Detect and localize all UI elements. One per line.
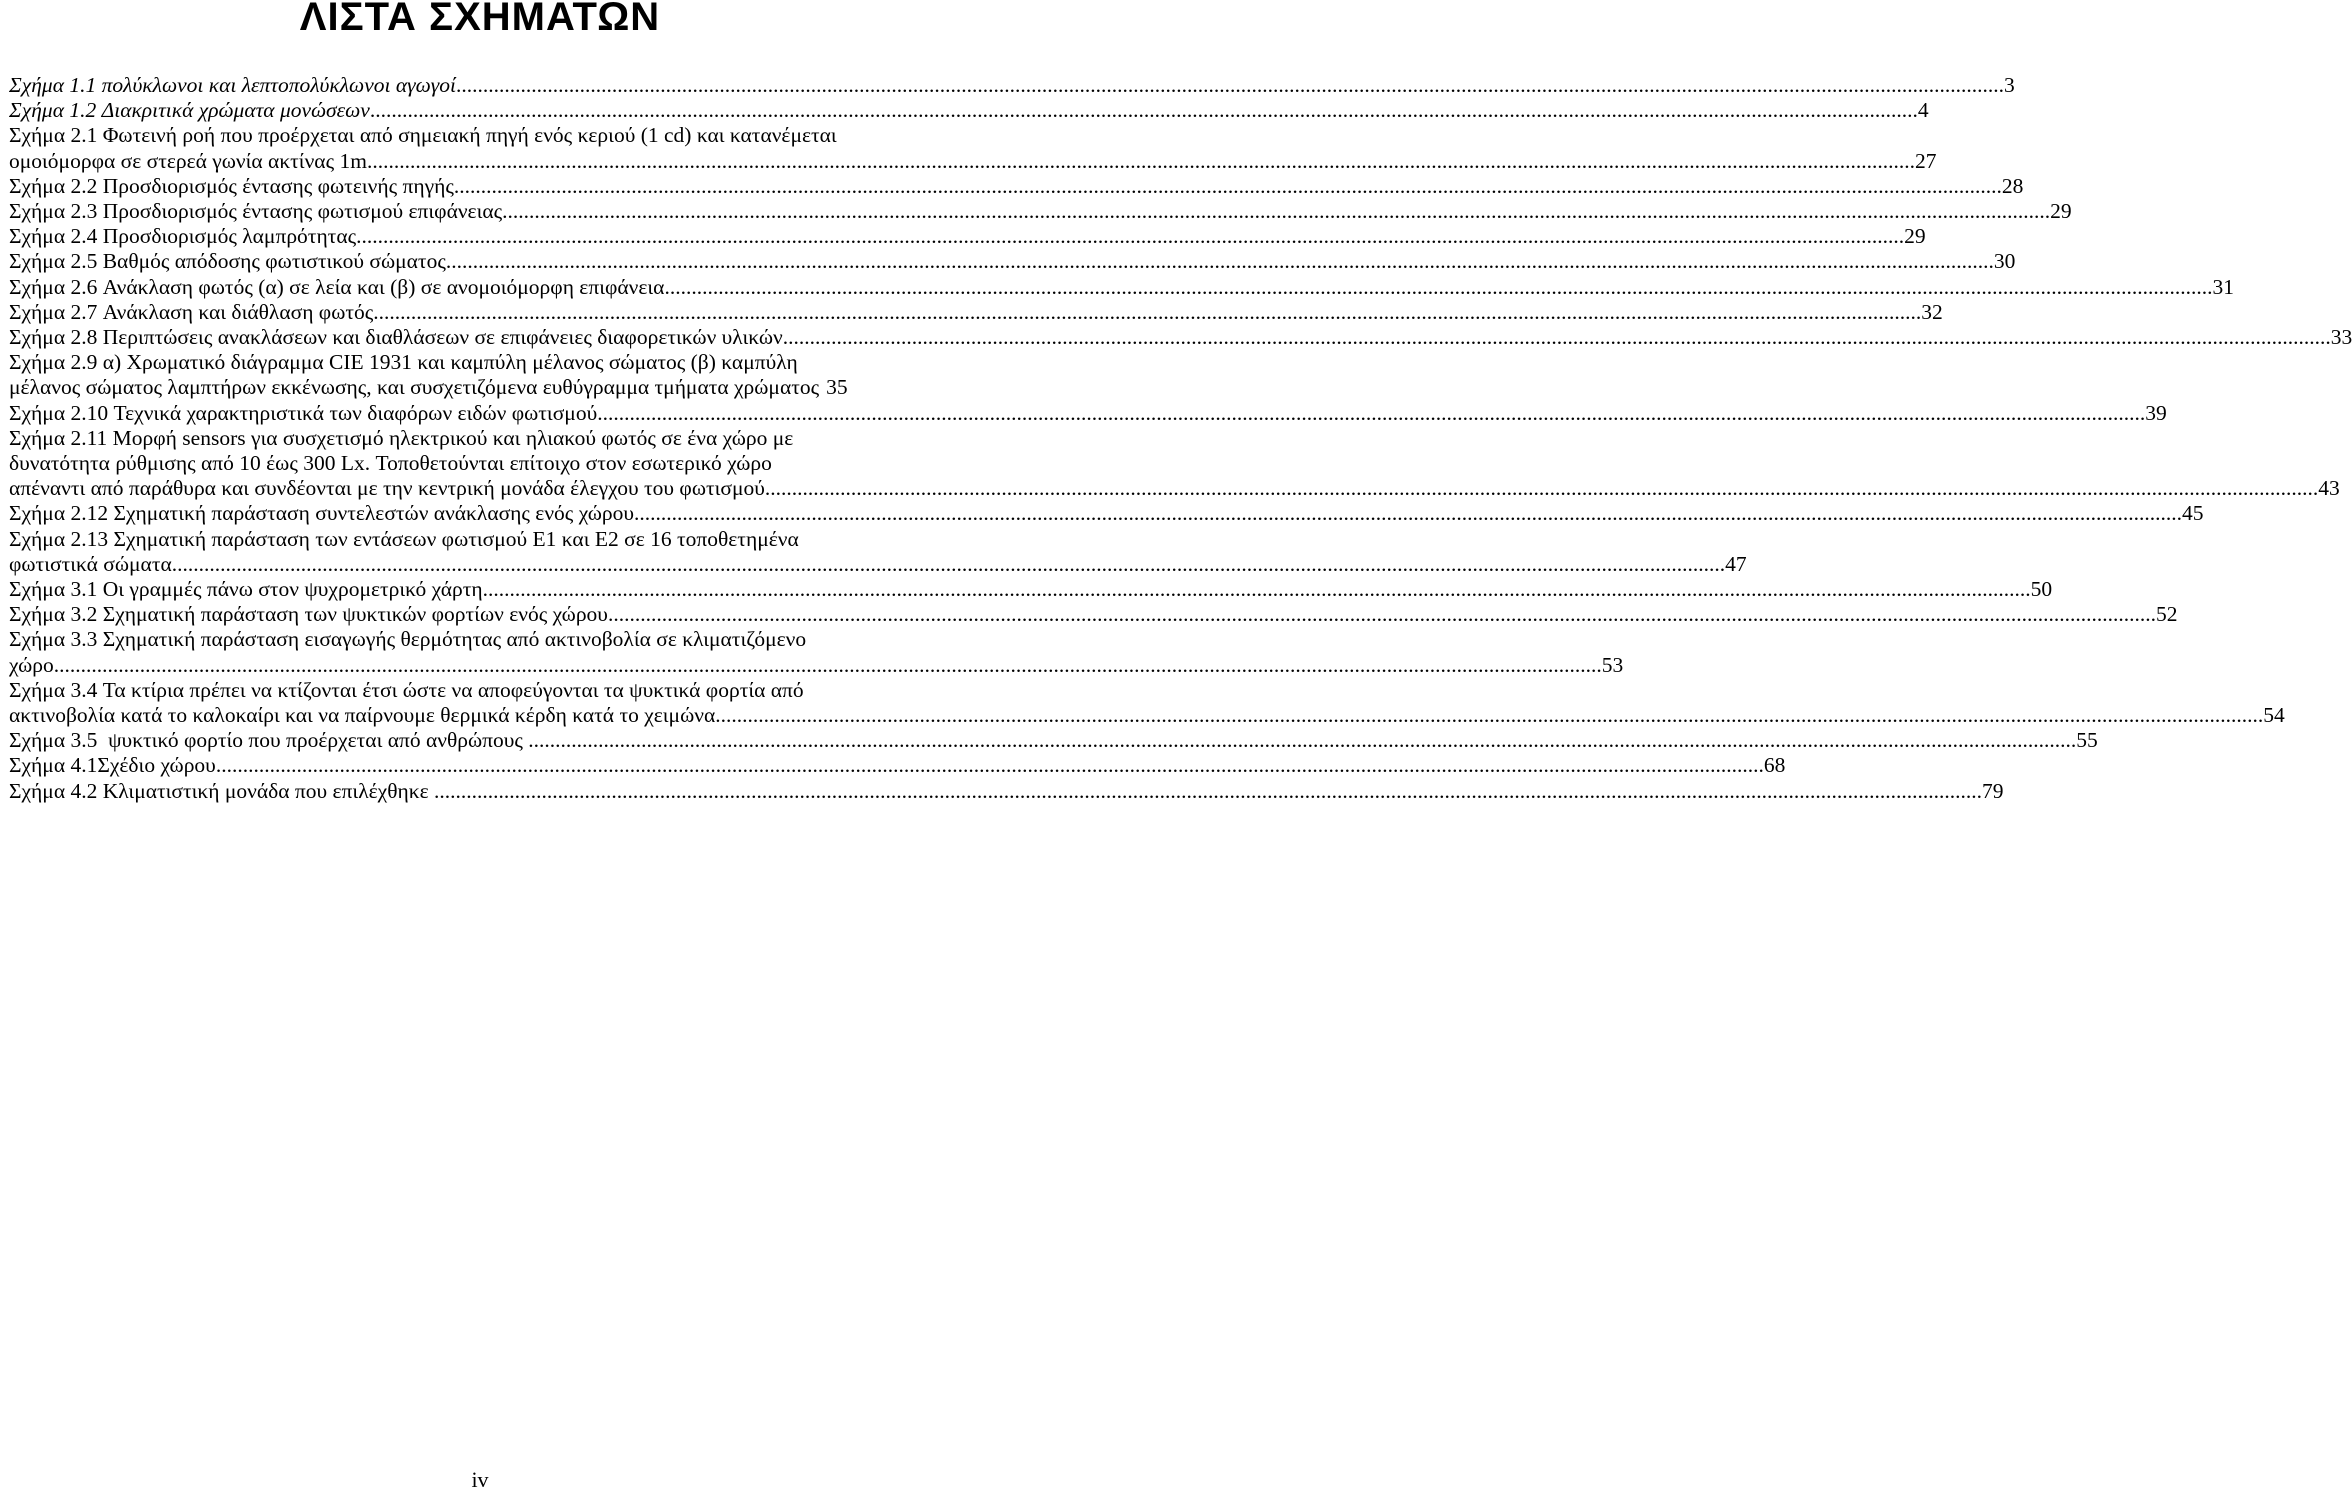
entry-label: Σχήμα 3.4 bbox=[9, 677, 103, 702]
leader-dots bbox=[434, 779, 1982, 804]
entry-label: Σχήμα 3.1 bbox=[9, 577, 103, 602]
entry-title: Τα κτίρια πρέπει να κτίζονται έτσι ώστε να αποφεύγονται τα ψυκτικά φορτία από bbox=[102, 677, 804, 702]
leader-dots bbox=[356, 224, 1904, 249]
leader-dots bbox=[373, 300, 1921, 325]
entry-title: ψυκτικό φορτίο που προέρχεται από ανθρώπους bbox=[102, 728, 529, 753]
leader-dots bbox=[446, 249, 1994, 274]
toc-entry[interactable] bbox=[9, 173, 2024, 199]
toc-entry[interactable] bbox=[9, 501, 2204, 526]
entry-page: 39 bbox=[2145, 400, 2167, 425]
toc-entry[interactable] bbox=[9, 627, 1624, 677]
figure-list bbox=[9, 73, 2352, 804]
entry-title: Ανάκλαση φωτός (α) σε λεία και (β) σε ανομοιόμορφη επιφάνεια bbox=[102, 274, 665, 299]
toc-entry[interactable] bbox=[9, 325, 2352, 350]
entry-page: 4 bbox=[1917, 98, 1929, 123]
leader-dots bbox=[177, 552, 1725, 577]
entry-label: Σχήμα 2.7 bbox=[9, 299, 103, 324]
leader-dots bbox=[456, 73, 2004, 98]
entry-title: Προσδιορισμός λαμπρότητας bbox=[102, 224, 357, 249]
entry-page: 29 bbox=[1904, 224, 1926, 249]
toc-entry[interactable] bbox=[9, 299, 1943, 325]
entry-page: 27 bbox=[1914, 148, 1937, 173]
entry-label: Σχήμα 3.2 bbox=[9, 602, 103, 627]
entry-label: Σχήμα 2.10 bbox=[9, 400, 114, 425]
entry-label: Σχήμα 2.9 bbox=[9, 350, 103, 375]
entry-title: Περιπτώσεις ανακλάσεων και διαθλάσεων σε επιφάνειες διαφορετικών υλικών bbox=[102, 325, 783, 350]
leader-dots bbox=[664, 275, 2212, 300]
leader-dots bbox=[528, 728, 2076, 753]
entry-page: 35 bbox=[826, 375, 848, 400]
entry-title: Ανάκλαση και διάθλαση φωτός bbox=[102, 299, 374, 324]
entry-title: Κλιματιστική μονάδα που επιλέχθηκε bbox=[102, 778, 434, 803]
entry-page: 30 bbox=[1993, 249, 2016, 274]
entry-page: 79 bbox=[1981, 778, 2004, 803]
entry-page: 45 bbox=[2182, 501, 2204, 526]
toc-entry[interactable] bbox=[9, 73, 2015, 98]
leader-dots bbox=[454, 174, 2002, 199]
toc-entry[interactable] bbox=[9, 123, 1937, 173]
entry-label: Σχήμα 2.5 bbox=[9, 249, 103, 274]
toc-entry[interactable] bbox=[9, 249, 2016, 274]
entry-label: Σχήμα 2.12 bbox=[9, 501, 114, 526]
leader-dots bbox=[216, 753, 1764, 778]
toc-entry[interactable] bbox=[9, 577, 2053, 602]
toc-entry[interactable] bbox=[9, 778, 2004, 804]
toc-entry[interactable] bbox=[9, 728, 2098, 753]
entry-title: Τεχνικά χαρακτηριστικά των διαφόρων ειδών φωτισμού bbox=[113, 400, 598, 425]
entry-title: Σχέδιο χώρου bbox=[97, 753, 216, 778]
toc-entry[interactable] bbox=[9, 98, 1929, 123]
leader-dots bbox=[502, 199, 2050, 224]
toc-entry[interactable] bbox=[9, 753, 1786, 778]
leader-dots bbox=[483, 577, 2031, 602]
toc-entry[interactable] bbox=[9, 602, 2178, 627]
leader-dots bbox=[54, 653, 1602, 678]
entry-title: Οι γραμμές πάνω στον ψυχρομετρικό χάρτη bbox=[102, 577, 483, 602]
entry-label: Σχήμα 2.1 bbox=[9, 123, 103, 148]
entry-title: Προσδιορισμός έντασης φωτεινής πηγής bbox=[102, 173, 454, 198]
leader-dots bbox=[370, 98, 1918, 123]
toc-entry[interactable] bbox=[9, 400, 2167, 426]
entry-title: Σχηματική παράσταση συντελεστών ανάκλασης ενός χώρου bbox=[113, 501, 635, 526]
entry-label: Σχήμα 2.11 bbox=[9, 425, 113, 450]
entry-title: Σχηματική παράσταση των εντάσεων φωτισμού E1 και E2 σε 16 τοποθετημένα bbox=[113, 526, 799, 551]
toc-entry[interactable] bbox=[9, 199, 2072, 224]
entry-page: 43 bbox=[2318, 476, 2340, 501]
entry-title: Βαθμός απόδοσης φωτιστικού σώματος bbox=[102, 249, 446, 274]
entry-page: 50 bbox=[2030, 577, 2053, 602]
leader-dots bbox=[597, 401, 2145, 426]
entry-page: 52 bbox=[2155, 602, 2178, 627]
entry-label: Σχήμα 2.13 bbox=[9, 526, 114, 551]
entry-label: Σχήμα 2.2 bbox=[9, 173, 103, 198]
entry-page: 54 bbox=[2263, 703, 2285, 728]
entry-label: Σχήμα 3.3 bbox=[9, 627, 103, 652]
entry-title-cont: μέλανος σώματος λαμπτήρων εκκένωσης, και συσχετιζόμενα ευθύγραμμα τμήματα χρώματος bbox=[9, 375, 820, 400]
entry-title: Σχηματική παράσταση των ψυκτικών φορτίων ενός χώρου bbox=[102, 602, 608, 627]
entry-label: Σχήμα 1.2 bbox=[9, 98, 102, 123]
entry-title: Φωτεινή ροή που προέρχεται από σημειακή πηγή ενός κεριού (1 cd) και κατανέμεται bbox=[102, 123, 837, 148]
entry-page: 3 bbox=[2004, 73, 2015, 97]
toc-entry[interactable] bbox=[9, 224, 1926, 249]
entry-title-cont: ακτινοβολία κατά το καλοκαίρι και να παίρνουμε θερμικά κέρδη κατά το χειμώνα bbox=[9, 703, 716, 728]
entry-title-cont: δυνατότητα ρύθμισης από 10 έως 300 Lx. Τοποθετούνται επίτοιχο στον εσωτερικό χώρο bbox=[9, 451, 772, 476]
entry-title: Σχηματική παράσταση εισαγωγής θερμότητας από ακτινοβολία σε κλιματιζόμενο bbox=[102, 627, 807, 652]
leader-dots bbox=[608, 602, 2156, 627]
entry-title-cont: φωτιστικά σώματα. bbox=[9, 551, 178, 576]
entry-page: 68 bbox=[1763, 753, 1786, 778]
entry-page: 47 bbox=[1725, 551, 1747, 576]
leader-dots bbox=[715, 703, 2263, 728]
entry-page: 28 bbox=[2001, 173, 2024, 198]
leader-dots bbox=[770, 476, 2318, 501]
entry-title-cont: χώρο bbox=[9, 652, 54, 677]
entry-title: Προσδιορισμός έντασης φωτισμού επιφάνειας bbox=[102, 199, 503, 224]
entry-page: 55 bbox=[2076, 728, 2098, 753]
entry-title: α) Χρωματικό διάγραμμα CIE 1931 και καμπύλη μέλανος σώματος (β) καμπύλη bbox=[102, 350, 798, 375]
entry-label: Σχήμα 1.1 bbox=[9, 73, 102, 97]
toc-entry[interactable] bbox=[9, 274, 2234, 300]
entry-page: 29 bbox=[2050, 199, 2072, 224]
leader-dots bbox=[367, 149, 1915, 174]
leader-dots bbox=[783, 325, 2331, 350]
toc-entry[interactable] bbox=[9, 425, 2340, 502]
page-number: iv bbox=[471, 1467, 489, 1492]
entry-label: Σχήμα 2.8 bbox=[9, 325, 103, 350]
toc-entry[interactable] bbox=[9, 350, 962, 400]
entry-title: Μορφή sensors για συσχετισμό ηλεκτρικού και ηλιακού φωτός σε ένα χώρο με bbox=[112, 425, 794, 450]
entry-label: Σχήμα 4.1 bbox=[9, 753, 98, 778]
page-title: ΛΙΣΤΑ ΣΧΗΜΑΤΩΝ bbox=[299, 0, 661, 39]
toc-entry[interactable] bbox=[9, 526, 1747, 577]
entry-page: 53 bbox=[1601, 652, 1624, 677]
entry-page: 33 bbox=[2330, 325, 2352, 350]
entry-label: Σχήμα 3.5 bbox=[9, 728, 103, 753]
entry-title-cont: απέναντι από παράθυρα και συνδέονται με την κεντρική μονάδα έλεγχου του φωτισμού. bbox=[9, 476, 771, 501]
entry-label: Σχήμα 2.4 bbox=[9, 224, 103, 249]
entry-page: 31 bbox=[2212, 274, 2234, 299]
toc-entry[interactable] bbox=[9, 677, 2285, 728]
entry-title: Διακριτικά χρώματα μονώσεων bbox=[101, 98, 370, 123]
leader-dots bbox=[634, 501, 2182, 526]
entry-label: Σχήμα 2.3 bbox=[9, 199, 103, 224]
entry-page: 32 bbox=[1921, 299, 1943, 324]
entry-label: Σχήμα 4.2 bbox=[9, 778, 103, 803]
entry-title-cont: ομοιόμορφα σε στερεά γωνία ακτίνας 1m bbox=[9, 148, 367, 173]
entry-title: πολύκλωνοι και λεπτοπολύκλωνοι αγωγοί bbox=[101, 73, 457, 97]
entry-label: Σχήμα 2.6 bbox=[9, 274, 103, 299]
